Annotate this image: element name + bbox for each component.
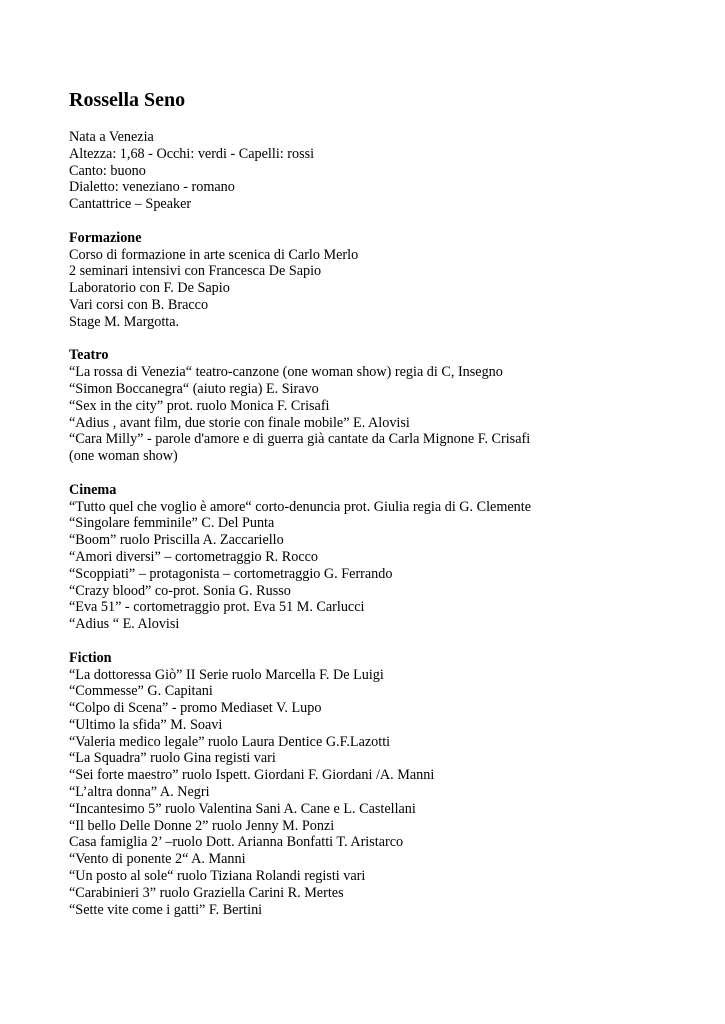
list-item: (one woman show) [69, 448, 178, 465]
list-item: “Sex in the city” prot. ruolo Monica F. Crisafi [69, 397, 330, 414]
list-item: “Adius “ E. Alovisi [69, 616, 180, 633]
document-title: Rossella Seno [69, 89, 186, 111]
section-spacer [69, 633, 699, 650]
list-item: “Commesse” G. Capitani [69, 683, 213, 700]
document-page [69, 86, 699, 918]
list-item: 2 seminari intensivi con Francesca De Sapio [69, 263, 322, 280]
list-item: “L’altra donna” A. Negri [69, 784, 210, 801]
profile-line: Canto: buono [69, 162, 146, 179]
list-item: “Un posto al sole“ ruolo Tiziana Rolandi registi vari [69, 868, 366, 885]
list-item: “Tutto quel che voglio è amore“ corto-denuncia prot. Giulia regia di G. Clemente [69, 498, 532, 515]
list-item: “Valeria medico legale” ruolo Laura Dentice G.F.Lazotti [69, 733, 391, 750]
list-item: Laboratorio con F. De Sapio [69, 280, 230, 297]
list-item: “Colpo di Scena” - promo Mediaset V. Lupo [69, 700, 322, 717]
section-heading-formazione: Formazione [69, 229, 142, 246]
profile-line: Nata a Venezia [69, 129, 154, 145]
section-spacer [69, 213, 699, 230]
section-heading-cinema: Cinema [69, 481, 117, 498]
section-heading-teatro: Teatro [69, 347, 109, 364]
profile-line: Altezza: 1,68 - Occhi: verdi - Capelli: rossi [69, 145, 315, 162]
list-item: “Eva 51” - cortometraggio prot. Eva 51 M. Carlucci [69, 599, 365, 616]
cinema-section [69, 482, 699, 633]
formazione-section [69, 230, 699, 331]
list-item: “Adius , avant film, due storie con finale mobile” E. Alovisi [69, 414, 410, 431]
section-spacer [69, 331, 699, 348]
list-item: “Crazy blood” co-prot. Sonia G. Russo [69, 582, 291, 599]
list-item: “La Squadra” ruolo Gina registi vari [69, 750, 276, 767]
list-item: “Sei forte maestro” ruolo Ispett. Giordani F. Giordani /A. Manni [69, 767, 435, 784]
list-item: Corso di formazione in arte scenica di Carlo Merlo [69, 246, 359, 263]
profile-line: Dialetto: veneziano - romano [69, 179, 235, 196]
list-item: “Boom” ruolo Priscilla A. Zaccariello [69, 532, 284, 549]
list-item: “Singolare femminile” C. Del Punta [69, 515, 275, 532]
list-item: “La dottoressa Giò” II Serie ruolo Marcella F. De Luigi [69, 666, 384, 683]
list-item: “Ultimo la sfida” M. Soavi [69, 716, 223, 733]
list-item: “Amori diversi” – cortometraggio R. Rocco [69, 548, 319, 565]
profile-section [69, 129, 699, 213]
list-item: “Carabinieri 3” ruolo Graziella Carini R. Mertes [69, 884, 344, 901]
teatro-section [69, 347, 699, 465]
list-item: “Simon Boccanegra“ (aiuto regia) E. Siravo [69, 380, 319, 397]
list-item: “Scoppiati” – protagonista – cortometraggio G. Ferrando [69, 565, 393, 582]
section-spacer [69, 465, 699, 482]
list-item: “Vento di ponente 2“ A. Manni [69, 851, 246, 868]
list-item: “Cara Milly” - parole d'amore e di guerra già cantate da Carla Mignone F. Crisafi [69, 431, 531, 448]
list-item: “Il bello Delle Donne 2” ruolo Jenny M. Ponzi [69, 817, 335, 834]
list-item: “La rossa di Venezia“ teatro-canzone (one woman show) regia di C, Insegno [69, 364, 503, 381]
profile-line: Cantattrice – Speaker [69, 196, 192, 213]
list-item: Casa famiglia 2’ –ruolo Dott. Arianna Bonfatti T. Aristarco [69, 834, 404, 851]
list-item: “Incantesimo 5” ruolo Valentina Sani A. Cane e L. Castellani [69, 800, 416, 817]
list-item: Stage M. Margotta. [69, 313, 180, 330]
section-heading-fiction: Fiction [69, 649, 112, 666]
list-item: Vari corsi con B. Bracco [69, 296, 209, 313]
list-item: “Sette vite come i gatti” F. Bertini [69, 901, 263, 918]
fiction-section [69, 650, 699, 919]
